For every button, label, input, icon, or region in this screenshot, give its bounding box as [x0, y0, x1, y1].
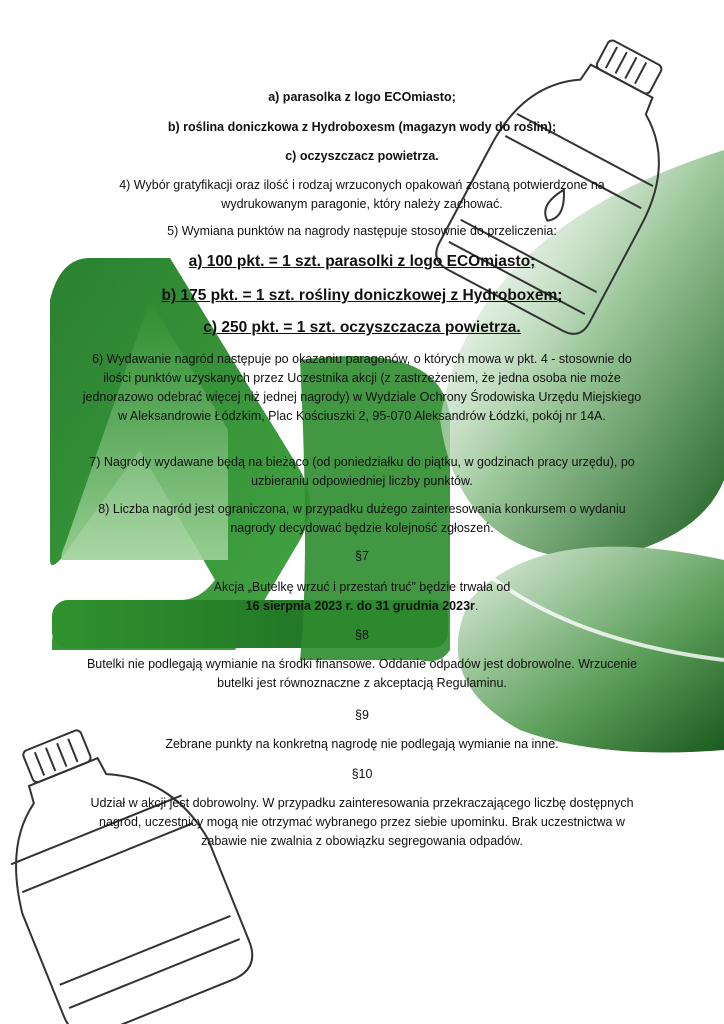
conversion-b: b) 175 pkt. = 1 szt. rośliny doniczkowej z Hydroboxem; [161, 287, 563, 304]
section-8-heading: §8 [355, 628, 369, 642]
section-7-heading: §7 [355, 549, 369, 563]
section-9-heading: §9 [355, 708, 369, 722]
section-7-dates: 16 sierpnia 2023 r. do 31 grudnia 2023r [245, 599, 475, 613]
paragraph-5: 5) Wymiana punktów na nagrody następuje stosownie do przeliczenia: [167, 224, 557, 238]
reward-item-c: c) oczyszczacz powietrza. [285, 149, 439, 163]
reward-item-a: a) parasolka z logo ECOmiasto; [268, 90, 456, 104]
conversion-a: a) 100 pkt. = 1 szt. parasolki z logo ECOmiasto; [188, 253, 536, 270]
section-7-line1: Akcja „Butelkę wrzuć i przestań truć” będzie trwała od [213, 580, 511, 594]
section-10-heading: §10 [351, 767, 373, 781]
section-10-text: Udział w akcji jest dobrowolny. W przypadku zainteresowania przekraczającego liczbę dostępnych nagród, uczestnicy mogą nie otrzymać wybranego przez siebie upominku. Brak uczestnictwa w zabawie nie zwalnia z obowiązku segregowania odpadów. [90, 796, 634, 848]
conversion-c: c) 250 pkt. = 1 szt. oczyszczacza powietrza. [203, 319, 521, 336]
section-8-text: Butelki nie podlegają wymianie na środki finansowe. Oddanie odpadów jest dobrowolne. Wrzucenie butelki jest równoznaczne z akceptacją Regulaminu. [86, 657, 638, 690]
reward-item-b: b) roślina doniczkowa z Hydroboxesm (magazyn wody do roślin); [167, 120, 557, 134]
paragraph-6: 6) Wydawanie nagród następuje po okazaniu paragonów, o których mowa w pkt. 4 - stosownie do ilości punktów uzyskanych przez Uczestnika akcji (z zastrzeżeniem, że jedna osoba nie może jednorazowo odebrać więcej niż jednej nagrody) w Wydziale Ochrony Środowiska Urzędu Miejskiego w Aleksandrowie Łódzkim, Plac Kościuszki 2, 95-070 Aleksandrów Łódzki, pokój nr 14A. [82, 352, 642, 423]
section-9-text: Zebrane punkty na konkretną nagrodę nie podlegają wymianie na inne. [165, 737, 559, 751]
section-7-text [80, 578, 644, 616]
paragraph-8: 8) Liczba nagród jest ograniczona, w przypadku dużego zainteresowania konkursem o wydaniu nagrody decydować będzie kolejność zgłoszeń. [98, 502, 626, 535]
paragraph-4: 4) Wybór gratyfikacji oraz ilość i rodzaj wrzuconych opakowań zostaną potwierdzone na wydrukowanym paragonie, który należy zachować. [119, 178, 605, 211]
section-7-dot: . [474, 599, 479, 613]
paragraph-7: 7) Nagrody wydawane będą na bieżąco (od poniedziałku do piątku, w godzinach pracy urzędu), po uzbieraniu odpowiedniej liczby punktów. [89, 455, 635, 488]
